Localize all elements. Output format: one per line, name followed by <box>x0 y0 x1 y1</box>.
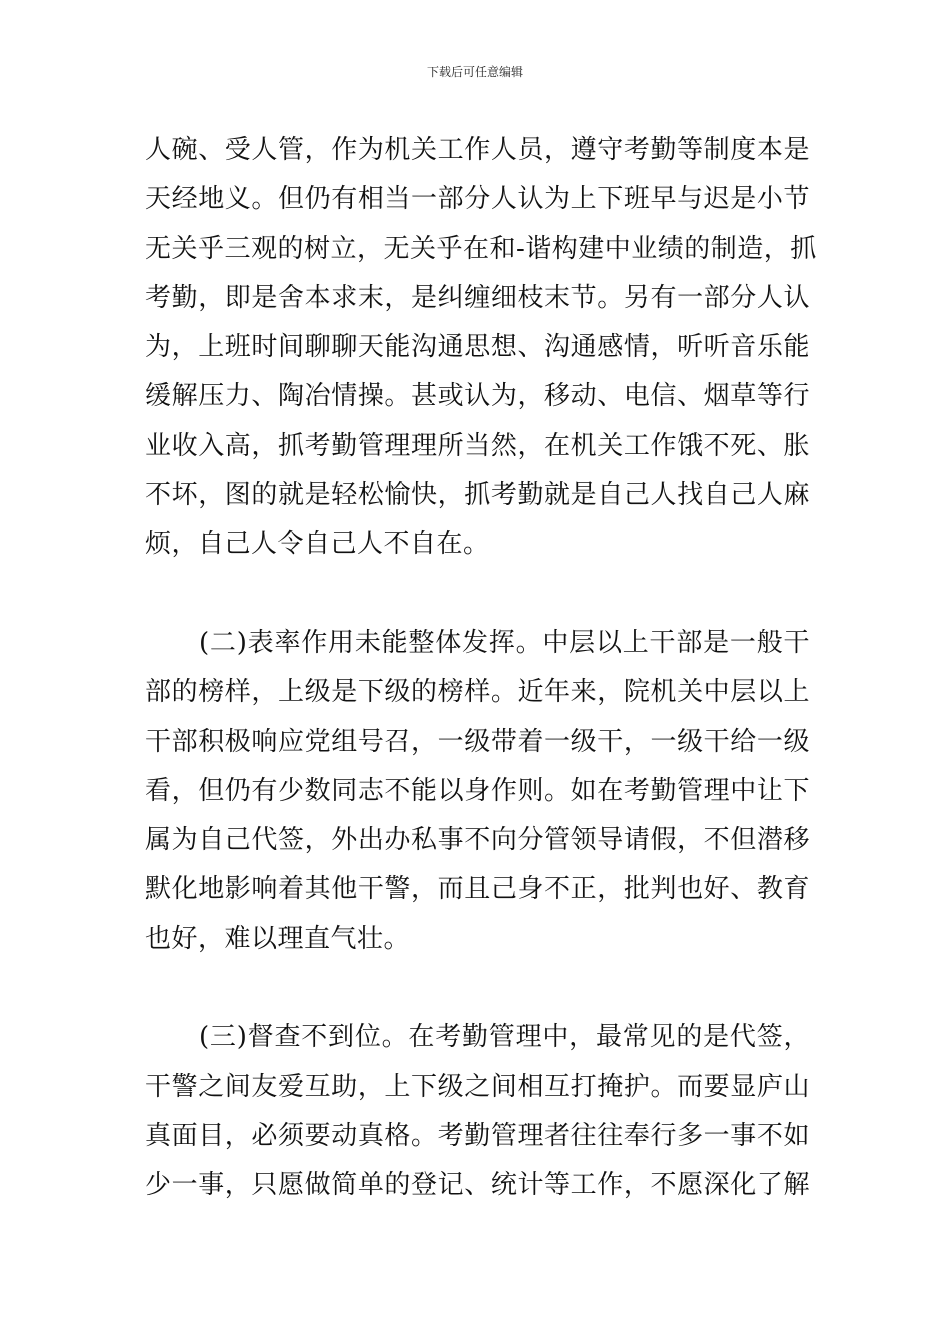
text-line: (二)表率作用未能整体发挥。中层以上干部是一般干 <box>199 627 810 658</box>
text-line: 默化地影响着其他干警，而且己身不正，批判也好、教育 <box>145 874 810 905</box>
text-line: 不坏，图的就是轻松愉快，抓考勤就是自己人找自己人麻 <box>145 480 810 511</box>
text-line: 属为自己代签，外出办私事不向分管领导请假，不但潜移 <box>145 825 810 856</box>
text-line: (三)督查不到位。在考勤管理中，最常见的是代签， <box>199 1022 810 1053</box>
text-line: 少一事，只愿做简单的登记、统计等工作，不愿深化了解 <box>145 1170 810 1201</box>
text-line: 看，但仍有少数同志不能以身作则。如在考勤管理中让下 <box>145 775 810 806</box>
text-line: 部的榜样，上级是下级的榜样。近年来，院机关中层以上 <box>145 677 810 708</box>
text-line: 天经地义。但仍有相当一部分人认为上下班早与迟是小节 <box>145 184 810 215</box>
paragraph-3 <box>145 1013 810 1210</box>
document-body <box>145 126 817 1211</box>
text-line: 业收入高，抓考勤管理理所当然，在机关工作饿不死、胀 <box>145 430 810 461</box>
paragraph-gap <box>145 570 810 619</box>
text-line: 人碗、受人管，作为机关工作人员，遵守考勤等制度本是 <box>145 135 810 165</box>
text-line: 为，上班时间聊聊天能沟通思想、沟通感情，听听音乐能 <box>145 332 810 363</box>
paragraph-1 <box>145 126 817 570</box>
paragraph-gap <box>145 964 810 1013</box>
text-line: 缓解压力、陶冶情操。甚或认为，移动、电信、烟草等行 <box>145 381 810 412</box>
text-line: 烦，自己人令自己人不自在。 <box>145 529 490 560</box>
page-header: 下载后可任意编辑 <box>426 65 523 79</box>
text-line: 也好，难以理直气壮。 <box>145 923 411 954</box>
paragraph-2 <box>145 619 810 964</box>
text-line: 干部积极响应党组号召，一级带着一级干，一级干给一级 <box>145 726 810 757</box>
text-line: 干警之间友爱互助，上下级之间相互打掩护。而要显庐山 <box>145 1071 810 1102</box>
text-line: 无关乎三观的树立，无关乎在和-谐构建中业绩的制造，抓 <box>145 233 817 264</box>
text-line: 真面目，必须要动真格。考勤管理者往往奉行多一事不如 <box>145 1120 810 1151</box>
text-line: 考勤，即是舍本求末，是纠缠细枝末节。另有一部分人认 <box>145 282 810 313</box>
